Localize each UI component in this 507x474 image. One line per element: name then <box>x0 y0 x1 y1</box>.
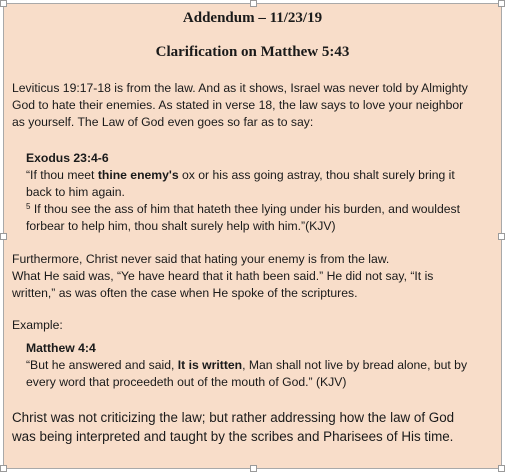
furthermore-line-3: written,” as was often the case when He spoke of the scriptures. <box>12 286 358 300</box>
matthew-line-2: every word that proceedeth out of the mouth of God.” (KJV) <box>26 375 347 389</box>
matthew-line-1: “But he answered and said, It is written, Man shall not live by bread alone, but by <box>26 358 468 372</box>
matthew-quote <box>26 340 491 391</box>
furthermore-paragraph <box>12 251 493 302</box>
resize-handle-bottom-center[interactable] <box>250 465 257 472</box>
resize-handle-middle-left[interactable] <box>0 233 7 240</box>
exodus-line-2: back to him again. <box>26 185 125 199</box>
conclusion-paragraph <box>12 408 493 446</box>
exodus-line-1: “If thou meet thine enemy's ox or his ass going astray, thou shalt surely bring it <box>26 168 455 182</box>
intro-paragraph <box>12 80 493 131</box>
intro-line-2: God to hate their enemies. As stated in verse 18, the law says to love your neighbor <box>12 98 464 112</box>
verse-number: 5 <box>26 202 31 211</box>
exodus-reference: Exodus 23:4-6 <box>26 151 109 165</box>
furthermore-line-1: Furthermore, Christ never said that hating your enemy is from the law. <box>12 252 390 266</box>
resize-handle-top-left[interactable] <box>0 0 7 7</box>
example-label: Example: <box>12 318 63 332</box>
resize-handle-middle-right[interactable] <box>498 233 505 240</box>
addendum-title: Addendum – 11/23/19 <box>182 10 323 26</box>
furthermore-line-2: What He said was, “Ye have heard that it hath been said.” He did not say, “It is <box>12 269 434 283</box>
resize-handle-top-center[interactable] <box>250 0 257 7</box>
conclusion-line-1: Christ was not criticizing the law; but rather addressing how the law of God <box>12 410 455 425</box>
addendum-text-box[interactable] <box>3 3 502 469</box>
intro-line-3: as yourself. The Law of God even goes so far as to say: <box>12 115 314 129</box>
clarification-heading: Clarification on Matthew 5:43 <box>155 44 350 60</box>
resize-handle-bottom-right[interactable] <box>498 465 505 472</box>
exodus-quote <box>26 150 491 235</box>
exodus-line-4: forbear to help him, thou shalt surely help with him.”(KJV) <box>26 219 336 233</box>
conclusion-line-2: was being interpreted and taught by the scribes and Pharisees of His time. <box>12 429 454 444</box>
resize-handle-top-right[interactable] <box>498 0 505 7</box>
intro-line-1: Leviticus 19:17-18 is from the law. And as it shows, Israel was never told by Almighty <box>12 81 468 95</box>
matthew-reference: Matthew 4:4 <box>26 341 96 355</box>
resize-handle-bottom-left[interactable] <box>0 465 7 472</box>
exodus-line-3: $^5$ If thou see the ass of him that hateth thee lying under his burden, and wouldest <box>26 202 461 216</box>
